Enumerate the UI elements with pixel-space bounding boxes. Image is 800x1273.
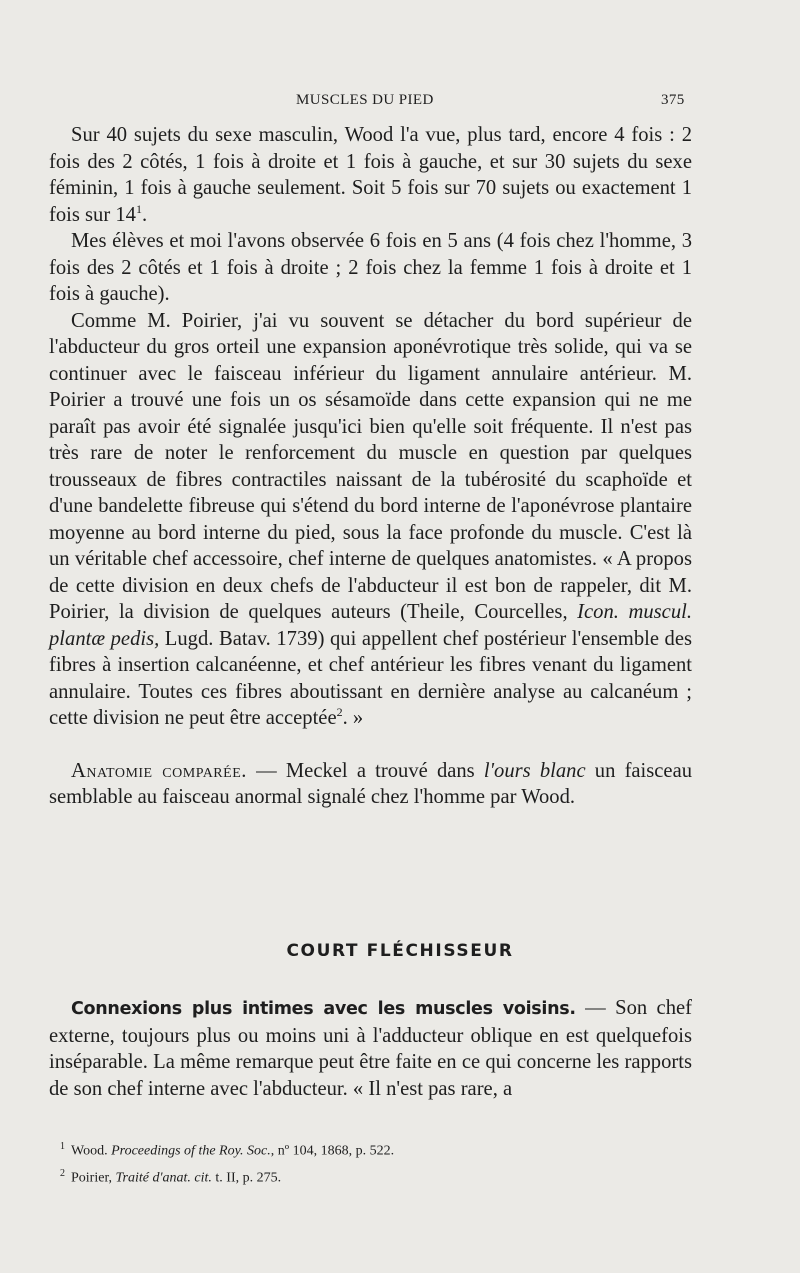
section-heading: COURT FLÉCHISSEUR: [286, 941, 514, 961]
footnote-mark: 2: [60, 1167, 65, 1179]
footnotes: [60, 1136, 680, 1189]
italic-citation: Icon. muscul. plantæ pedis,: [49, 601, 692, 650]
section-body: [49, 995, 692, 1102]
paragraph-text: un faisceau semblable au faisceau anormal signalé chez l'homme par Wood.: [49, 759, 693, 808]
footnote-text: t. II, p. 275.: [211, 1170, 282, 1186]
paragraph-text: . »: [342, 707, 364, 729]
paragraph-text: .: [141, 203, 148, 226]
footnote-italic: Traité d'anat. cit.: [115, 1170, 212, 1186]
footnote-mark: 1: [60, 1141, 65, 1152]
paragraph-poirier-expansion: [49, 308, 692, 732]
paragraph-text: — Meckel a trouvé dans: [246, 759, 484, 782]
paragraph-text: — Son chef externe, toujours plus ou moins uni à l'adducteur oblique en est quelquefois inséparable. La même remarque peut être faite en ce qui concerne les rapports de son chef interne avec l'abducteur. « Il n'est pas rare, a: [49, 997, 692, 1100]
paragraph-wood-statistics: [49, 122, 692, 228]
footnote-italic: Proceedings of the Roy. Soc.: [111, 1143, 271, 1159]
paragraph-text: Lugd. Batav. 1739) qui appellent chef postérieur l'ensemble des fibres à insertion calcanéenne, et chef antérieur les fibres venant du ligament annulaire. Toutes ces fibres aboutissant en dernière analyse au calcanéum ; cette division ne peut être acceptée: [49, 627, 692, 729]
paragraph-text: Sur 40 sujets du sexe masculin, Wood l'a vue, plus tard, encore 4 fois : 2 fois des 2 côtés, 1 fois à droite et 1 fois à gauche, et sur 30 sujets du sexe féminin, 1 fois à gauche seulement. Soit 5 fois sur 70 sujets ou exactement 1 fois sur 14: [49, 124, 692, 226]
paragraph-own-observations: [49, 228, 692, 308]
running-title: MUSCLES DU PIED: [296, 92, 434, 108]
paragraph-connexions: [49, 995, 692, 1102]
footnote-text: Wood.: [71, 1143, 112, 1159]
paragraph-comparative-anatomy: [49, 758, 692, 811]
footnote-ref-1: 1: [135, 201, 142, 216]
footnote-1: [60, 1136, 680, 1163]
footnote-text: , nº 104, 1868, p. 522.: [270, 1143, 395, 1159]
running-head: [0, 92, 800, 114]
paragraph-text: Comme M. Poirier, j'ai vu souvent se détacher du bord supérieur de l'abducteur du gros orteil une expansion aponévrotique très solide, qui va se continuer avec le faisceau inférieur du ligament annulaire antérieur. M. Poirier a trouvé une fois un os sésamoïde dans cette expansion qui ne me paraît pas avoir été signalée jusqu'ici bien qu'elle soit fréquente. Il n'est pas très rare de noter le renforcement du muscle en question par quelques trousseaux de fibres contractiles naissant de la tubérosité du scaphoïde et d'une bandelette fibreuse qui s'étend du bord interne de l'aponévrose plantaire moyenne au bord interne du pied, sous la face profonde du muscle. C'est là un véritable chef accessoire, chef interne de quelques anatomistes. « A propos de cette division en deux chefs de l'abducteur il est bon de rappeler, dit M. Poirier, la division de quelques auteurs (Theile, Courcelles,: [49, 309, 692, 623]
footnote-ref-2: 2: [336, 705, 343, 720]
footnote-2: [60, 1163, 680, 1190]
body-text: [49, 122, 692, 811]
footnote-text: Poirier,: [71, 1170, 116, 1186]
page-number: 375: [661, 92, 685, 108]
lead-in-heading: Connexions plus intimes avec les muscles voisins.: [71, 999, 576, 1019]
paragraph-text: Mes élèves et moi l'avons observée 6 fois en 5 ans (4 fois chez l'homme, 3 fois des 2 côtés et 1 fois à droite ; 2 fois chez la femme 1 fois à droite et 1 fois à gauche).: [49, 230, 692, 305]
italic-species: l'ours blanc: [483, 759, 586, 782]
comparative-anatomy-label: Anatomie comparée.: [71, 759, 247, 782]
